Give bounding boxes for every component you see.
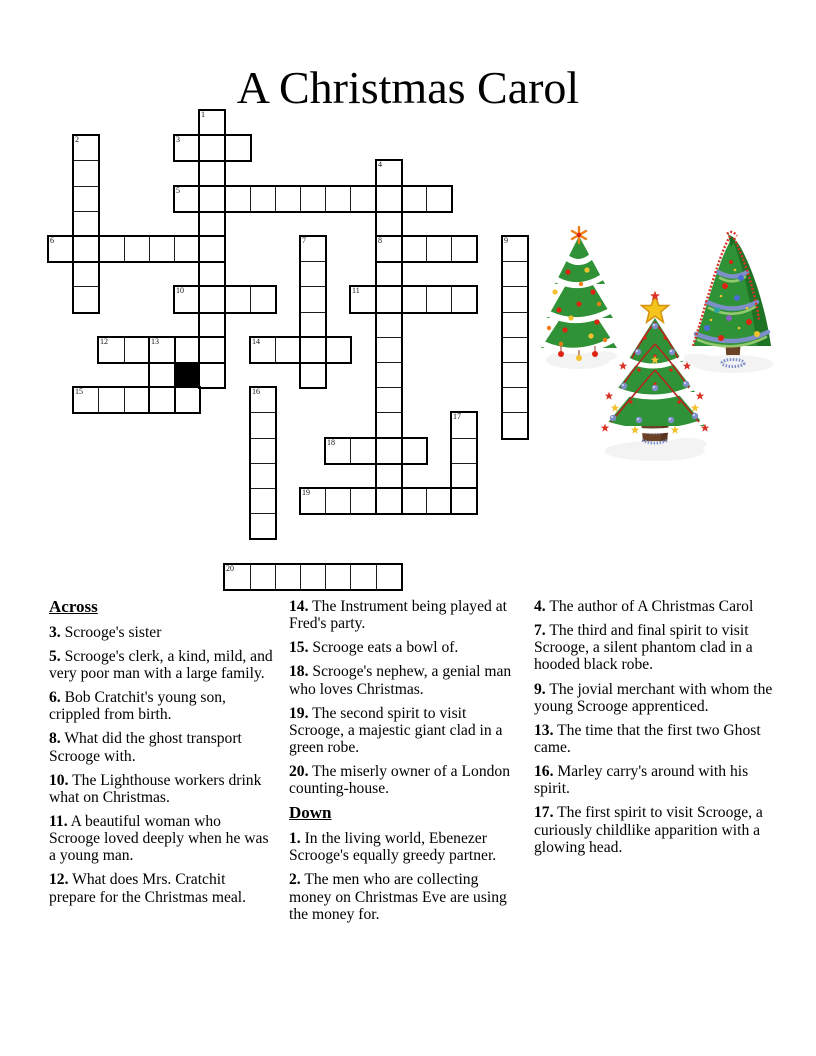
grid-cell[interactable] [174, 387, 200, 413]
grid-cell[interactable] [48, 236, 74, 262]
grid-cell[interactable] [401, 488, 427, 514]
clue-down-7: 7. The third and final spirit to visit Scrooge, a silent phantom clad in a hooded black robe. [534, 622, 753, 674]
clues-across-header: Across [49, 597, 98, 616]
grid-cell[interactable] [124, 337, 150, 363]
grid-cell[interactable] [199, 160, 225, 187]
clue-down-17: 17. The first spirit to visit Scrooge, a curiously childlike apparition with a glowing head. [534, 804, 763, 856]
grid-cell[interactable] [376, 488, 402, 514]
grid-cell[interactable] [325, 564, 351, 590]
grid-cell[interactable] [502, 236, 528, 262]
grid-cell[interactable] [350, 186, 377, 212]
grid-cell[interactable] [124, 387, 150, 413]
grid-cell[interactable] [300, 261, 326, 287]
grid-cell[interactable] [250, 387, 276, 413]
grid-cell[interactable] [376, 412, 402, 439]
grid-cell[interactable] [250, 564, 276, 590]
clue-across-8: 8. What did the ghost transport Scrooge with. [49, 730, 242, 765]
grid-cell[interactable] [300, 312, 326, 338]
grid-cell[interactable] [376, 160, 402, 187]
cell-number-3: 3 [176, 135, 180, 144]
grid-cell[interactable] [376, 564, 402, 590]
grid-cell[interactable] [275, 186, 301, 212]
grid-cell[interactable] [376, 186, 402, 212]
grid-cell[interactable] [502, 412, 528, 439]
grid-cell[interactable] [199, 362, 225, 388]
clue-across-6: 6. Bob Cratchit's young son, crippled from birth. [49, 689, 226, 724]
clue-column-3 [534, 598, 776, 863]
clue-across-14: 14. The Instrument being played at Fred's party. [289, 598, 507, 633]
grid-cell[interactable] [325, 186, 351, 212]
grid-cell[interactable] [174, 337, 200, 363]
grid-cell[interactable] [224, 186, 251, 212]
grid-cell[interactable] [275, 564, 301, 590]
grid-cell[interactable] [502, 362, 528, 388]
grid-cell[interactable] [174, 236, 200, 262]
cell-number-2: 2 [75, 135, 79, 144]
grid-cell[interactable] [98, 236, 125, 262]
clue-across-15: 15. Scrooge eats a bowl of. [289, 639, 459, 657]
grid-cell[interactable] [73, 211, 99, 237]
grid-cell[interactable] [325, 337, 351, 363]
christmas-tree-left-icon [541, 227, 617, 369]
grid-cell[interactable] [502, 286, 528, 313]
grid-cell[interactable] [451, 438, 477, 464]
grid-cell[interactable] [149, 387, 175, 413]
grid-cell[interactable] [224, 286, 251, 313]
grid-cell[interactable] [502, 337, 528, 363]
cell-number-15: 15 [75, 387, 83, 396]
grid-cell[interactable] [376, 236, 402, 262]
cell-number-10: 10 [176, 286, 184, 295]
grid-cell[interactable] [300, 362, 326, 388]
cell-number-18: 18 [327, 438, 335, 447]
grid-cell-black [174, 362, 200, 388]
grid-cell[interactable] [376, 261, 402, 287]
cell-number-4: 4 [378, 160, 382, 169]
clue-column-1 [49, 598, 273, 913]
grid-cell[interactable] [250, 488, 276, 514]
grid-cell[interactable] [502, 387, 528, 413]
grid-cell[interactable] [73, 135, 99, 161]
cell-number-6: 6 [50, 236, 54, 245]
grid-cell[interactable] [174, 135, 200, 161]
cell-number-1: 1 [201, 110, 205, 119]
grid-cell[interactable] [325, 488, 351, 514]
grid-cell[interactable] [199, 236, 225, 262]
grid-cell[interactable] [199, 261, 225, 287]
grid-cell[interactable] [376, 387, 402, 413]
grid-cell[interactable] [73, 387, 99, 413]
grid-cell[interactable] [401, 286, 427, 313]
clue-down-13: 13. The time that the first two Ghost came. [534, 721, 761, 756]
cell-number-20: 20 [226, 564, 234, 573]
grid-cell[interactable] [426, 488, 452, 514]
grid-cell[interactable] [73, 236, 99, 262]
grid-cell[interactable] [149, 337, 175, 363]
grid-cell[interactable] [376, 362, 402, 388]
cell-number-11: 11 [352, 286, 360, 295]
clue-across-19: 19. The second spirit to visit Scrooge, a majestic giant clad in a green robe. [289, 704, 503, 756]
cell-number-13: 13 [151, 337, 159, 346]
grid-cell[interactable] [224, 564, 251, 590]
grid-cell[interactable] [73, 186, 99, 212]
grid-cell[interactable] [300, 337, 326, 363]
christmas-trees-image [535, 226, 783, 462]
grid-cell[interactable] [275, 337, 301, 363]
clue-across-18: 18. Scrooge's nephew, a genial man who loves Christmas. [289, 663, 512, 698]
grid-cell[interactable] [149, 362, 175, 388]
grid-cell[interactable] [224, 135, 251, 161]
clue-down-4: 4. The author of A Christmas Carol [534, 598, 754, 615]
grid-cell[interactable] [325, 438, 351, 464]
grid-cell[interactable] [199, 135, 225, 161]
grid-cell[interactable] [250, 286, 276, 313]
clue-down-16: 16. Marley carry's around with his spirit. [534, 763, 749, 798]
grid-cell[interactable] [451, 463, 477, 489]
clue-across-11: 11. A beautiful woman who Scrooge loved deeply when he was a young man. [49, 812, 269, 865]
grid-cell[interactable] [300, 488, 326, 514]
grid-cell[interactable] [250, 513, 276, 539]
clue-across-5: 5. Scrooge's clerk, a kind, mild, and very poor man with a large family. [49, 647, 273, 682]
cell-number-19: 19 [302, 488, 310, 497]
grid-cell[interactable] [502, 261, 528, 287]
grid-cell[interactable] [502, 312, 528, 338]
grid-cell[interactable] [401, 236, 427, 262]
grid-cell[interactable] [300, 564, 326, 590]
grid-cell[interactable] [300, 236, 326, 262]
grid-cell[interactable] [199, 286, 225, 313]
clue-down-1: 1. In the living world, Ebenezer Scrooge's equally greedy partner. [289, 830, 497, 865]
grid-cell[interactable] [300, 286, 326, 313]
grid-cell[interactable] [376, 312, 402, 338]
clue-across-12: 12. What does Mrs. Cratchit prepare for the Christmas meal. [49, 871, 247, 906]
page-title: A Christmas Carol [236, 61, 580, 113]
grid-cell[interactable] [451, 412, 477, 439]
grid-cell[interactable] [149, 236, 175, 262]
clue-across-10: 10. The Lighthouse workers drink what on Christmas. [49, 771, 262, 806]
grid-cell[interactable] [401, 438, 427, 464]
grid-cell[interactable] [451, 286, 477, 313]
grid-cell[interactable] [98, 337, 125, 363]
grid-cell[interactable] [426, 236, 452, 262]
grid-cell[interactable] [426, 186, 452, 212]
grid-cell[interactable] [199, 337, 225, 363]
cell-number-12: 12 [100, 337, 108, 346]
grid-cell[interactable] [124, 236, 150, 262]
grid-cell[interactable] [174, 286, 200, 313]
grid-cell[interactable] [250, 438, 276, 464]
grid-cell[interactable] [250, 337, 276, 363]
grid-cell[interactable] [350, 286, 377, 313]
grid-cell[interactable] [199, 312, 225, 338]
grid-cell[interactable] [451, 236, 477, 262]
grid-cell[interactable] [199, 186, 225, 212]
grid-cell[interactable] [250, 412, 276, 439]
cell-number-17: 17 [453, 412, 461, 421]
clues-down-header: Down [289, 803, 332, 823]
grid-cell[interactable] [376, 438, 402, 464]
clue-across-3: 3. Scrooge's sister [49, 623, 162, 641]
cell-number-7: 7 [302, 236, 306, 245]
grid-cell[interactable] [350, 564, 377, 590]
christmas-tree-right-icon [681, 232, 773, 373]
grid-cell[interactable] [250, 463, 276, 489]
grid-cell[interactable] [350, 438, 377, 464]
cell-number-14: 14 [252, 337, 260, 346]
grid-cell[interactable] [376, 463, 402, 489]
grid-cell[interactable] [426, 286, 452, 313]
grid-cell[interactable] [73, 261, 99, 287]
cell-number-5: 5 [176, 186, 180, 195]
grid-cell[interactable] [401, 186, 427, 212]
clue-down-9: 9. The jovial merchant with whom the young Scrooge apprenticed. [534, 680, 773, 715]
grid-cell[interactable] [98, 387, 125, 413]
grid-cell[interactable] [174, 186, 200, 212]
grid-cell[interactable] [350, 488, 377, 514]
cell-number-9: 9 [504, 236, 508, 245]
cell-number-16: 16 [252, 387, 260, 396]
cell-number-8: 8 [378, 236, 382, 245]
grid-cell[interactable] [376, 337, 402, 363]
grid-cell[interactable] [376, 286, 402, 313]
grid-cell[interactable] [199, 110, 225, 136]
grid-cell[interactable] [300, 186, 326, 212]
grid-cell[interactable] [199, 211, 225, 237]
grid-cell[interactable] [250, 186, 276, 212]
grid-cell[interactable] [451, 488, 477, 514]
grid-cell[interactable] [73, 160, 99, 187]
clue-down-2: 2. The men who are collecting money on Christmas Eve are using the money for. [289, 871, 507, 923]
christmas-tree-middle-icon [601, 291, 709, 461]
grid-cell[interactable] [376, 211, 402, 237]
clue-column-2 [289, 598, 519, 930]
clue-across-20: 20. The miserly owner of a London counting-house. [289, 763, 511, 798]
grid-cell[interactable] [73, 286, 99, 313]
